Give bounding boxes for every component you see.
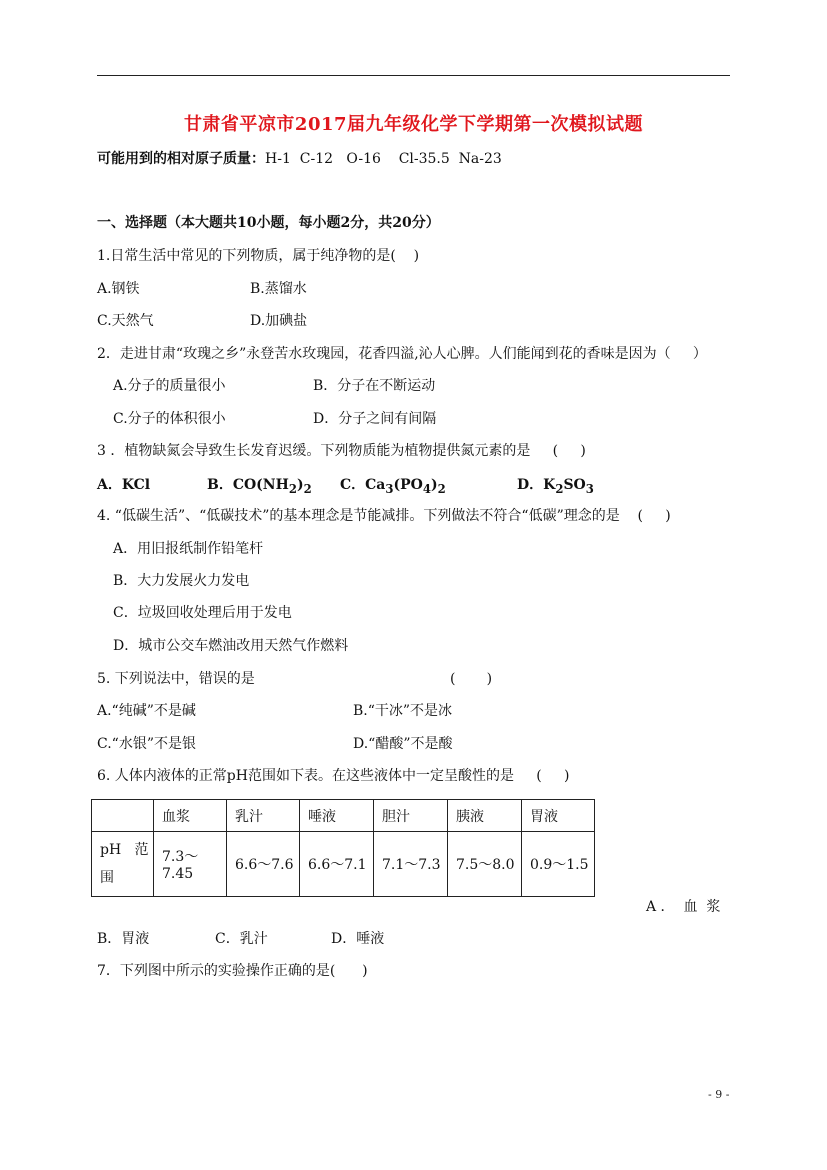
page-number: - 9 - [708,1088,730,1101]
question-7-stem: 7．下列图中所示的实验操作正确的是( ) [97,963,368,979]
question-1-option-a: A.钢铁 [97,281,140,297]
table-cell: 0.9～1.5 [522,832,595,897]
section-heading: 一、选择题（本大题共10小题，每小题2分，共20分） [97,215,440,231]
row-label-line: 围 [100,870,114,886]
question-2-option-a: A.分子的质量很小 [113,378,226,394]
question-3-stem: 3 ．植物缺氮会导致生长发育迟缓。下列物质能为植物提供氮元素的是 ( ) [97,443,586,459]
formula-subscript: 4 [422,481,431,496]
page-title: 甘肃省平凉市2017届九年级化学下学期第一次模拟试题 [183,114,644,135]
formula-part: ) [430,477,438,493]
formula-part: (PO [393,477,423,493]
formula-part: SO [563,477,586,493]
row-label-line: pH 范 [100,842,149,858]
header-rule [97,75,730,76]
formula-subscript: 2 [288,481,297,496]
question-1-option-d: D.加碘盐 [250,313,308,329]
table-cell: 7.3～7.45 [154,832,227,897]
question-4-option-d: D．城市公交车燃油改用天然气作燃料 [113,638,349,654]
formula-subscript: 2 [437,481,446,496]
question-6-option-d: D．唾液 [331,931,385,947]
formula-subscript: 2 [303,481,312,496]
table-row [92,832,595,897]
table-header-cell: 血浆 [154,800,227,832]
question-4-option-a: A．用旧报纸制作铅笔杆 [113,541,264,557]
question-4-option-c: C．垃圾回收处理后用于发电 [113,605,292,621]
question-2-option-b: B．分子在不断运动 [313,378,436,394]
formula-subscript: 2 [555,481,564,496]
question-5-option-c: C.“水银”不是银 [97,736,196,752]
question-2-option-d: D．分子之间有间隔 [313,411,437,427]
atomic-masses-line [97,150,502,168]
question-5-option-d: D.“醋酸”不是酸 [353,736,453,752]
question-2-stem: 2．走进甘肃“玫瑰之乡”永登苦水玫瑰园，花香四溢,沁人心脾。人们能闻到花的香味是因为（ ） [97,346,707,362]
question-1-option-c: C.天然气 [97,313,154,329]
table-row-label [92,832,154,897]
question-6-option-a: A ． 血 浆 [646,899,721,915]
question-3-option-d [517,476,594,498]
question-2-option-c: C.分子的体积很小 [113,411,226,427]
formula-subscript: 3 [585,481,594,496]
question-5-answer-paren: ( ) [450,671,493,687]
question-4-stem: 4. “低碳生活”、“低碳技术”的基本理念是节能减排。下列做法不符合“低碳”理念的是 ( ) [97,508,671,524]
formula-part: B．CO(NH [207,477,289,493]
question-4-option-b: B．大力发展火力发电 [113,573,250,589]
formula-part: ) [296,477,304,493]
table-header-cell: 胆汁 [374,800,448,832]
atomic-masses-values: H-1 C-12 O-16 Cl-35.5 Na-23 [265,151,502,167]
formula-part: C．Ca [340,477,386,493]
table-header-cell: 乳汁 [227,800,300,832]
table-cell: 7.1～7.3 [374,832,448,897]
table-header-cell [92,800,154,832]
table-cell: 6.6～7.1 [300,832,374,897]
question-3-option-b [207,476,312,498]
table-header-cell: 胰液 [448,800,522,832]
question-5-option-a: A.“纯碱”不是碱 [97,703,196,719]
table-cell: 7.5～8.0 [448,832,522,897]
question-3-option-c [340,476,446,498]
question-5-option-b: B.“干冰”不是冰 [353,703,453,719]
table-header-row [92,800,595,832]
question-6-stem: 6. 人体内液体的正常pH范围如下表。在这些液体中一定呈酸性的是 ( ) [97,768,570,784]
table-cell: 6.6～7.6 [227,832,300,897]
formula-part: D．K [517,477,556,493]
question-5-stem: 5. 下列说法中，错误的是 [97,671,255,687]
table-header-cell: 胃液 [522,800,595,832]
question-6-option-c: C．乳汁 [215,931,268,947]
atomic-masses-label: 可能用到的相对原子质量： [97,151,265,167]
ph-range-table [91,799,595,897]
table-header-cell: 唾液 [300,800,374,832]
question-6-option-b: B．胃液 [97,931,150,947]
formula-subscript: 3 [385,481,394,496]
question-3-option-a: A．KCl [97,477,151,493]
question-1-option-b: B.蒸馏水 [250,281,307,297]
question-1-stem: 1.日常生活中常见的下列物质，属于纯净物的是( ) [97,248,420,264]
